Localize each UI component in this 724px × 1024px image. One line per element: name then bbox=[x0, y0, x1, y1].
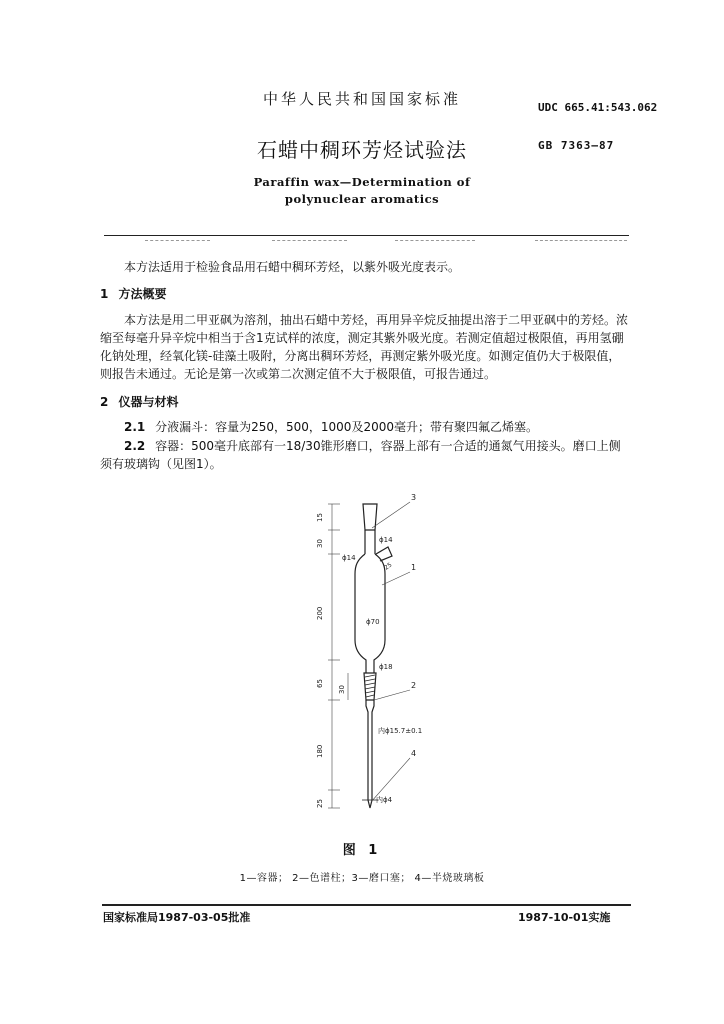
item-2-1-text: 分液漏斗：容量为250，500，1000及2000毫升；带有聚四氟乙烯塞。 bbox=[155, 420, 538, 434]
intro-paragraph: 本方法适用于检验食品用石蜡中稠环芳烃，以紫外吸光度表示。 bbox=[124, 260, 461, 274]
implementation-date: 1987-10-01实施 bbox=[518, 911, 611, 924]
section-2-heading bbox=[100, 393, 630, 411]
header-rule bbox=[104, 235, 629, 236]
figure-legend: 1—容器； 2—色谱柱；3—磨口塞； 4—半烧玻璃板 bbox=[239, 873, 485, 884]
dim-25-label: 25 bbox=[316, 799, 324, 808]
approval-date: 国家标准局1987-03-05批准 bbox=[103, 911, 251, 924]
column-tip-shape bbox=[368, 790, 372, 808]
ref-3-label: 3 bbox=[411, 493, 417, 502]
figure-1-drawing bbox=[300, 490, 440, 835]
gb-standard-code: GB 7363—87 bbox=[538, 139, 615, 152]
ref-4-label: 4 bbox=[411, 749, 417, 758]
column-shape bbox=[366, 700, 374, 790]
neck-shape bbox=[365, 530, 375, 554]
section-1-number: 1 bbox=[100, 287, 109, 301]
dim-30-label: 30 bbox=[316, 539, 324, 548]
item-2-2 bbox=[100, 437, 630, 473]
section-2-number: 2 bbox=[100, 395, 109, 409]
section-1-paragraph: 本方法是用二甲亚砜为溶剂，抽出石蜡中芳烃，再用异辛烷反抽提出溶于二甲亚砜中的芳烃。浓缩至每毫升异辛烷中相当于含1克试样的浓度，测定其紫外吸光度。若测定值超过极限值，再用氢硼化钠处理，经氧化镁-硅藻土吸附，分离出稠环芳烃，再测定紫外吸光度。如测定值仍大于极限值，则报告未通过。无论是第一次或第二次测定值不大于极限值，可报告通过。 bbox=[100, 313, 629, 381]
d18-label: ϕ18 bbox=[379, 663, 393, 671]
english-title-line-2: polynuclear aromatics bbox=[284, 192, 440, 206]
english-title-line-1: Paraffin wax—Determination of bbox=[253, 175, 471, 189]
tip-diameter-label: 内ϕ4 bbox=[376, 796, 393, 804]
ref-2-label: 2 bbox=[411, 681, 417, 690]
dim-15-label: 15 bbox=[316, 513, 324, 522]
slant-label: 25 bbox=[383, 561, 394, 572]
inner-diameter-label: 内ϕ15.7±0.1 bbox=[378, 727, 423, 735]
item-2-1 bbox=[100, 418, 630, 436]
d14-side-label: ϕ14 bbox=[342, 554, 356, 562]
item-2-1-number: 2.1 bbox=[124, 420, 146, 434]
document-title: 石蜡中稠环芳烃试验法 bbox=[257, 138, 467, 162]
header-dash-3 bbox=[395, 240, 475, 241]
container-body-shape bbox=[355, 554, 385, 673]
udc-code: UDC 665.41:543.062 bbox=[538, 101, 658, 114]
dim-30b-label: 30 bbox=[338, 685, 346, 694]
side-joint-shape bbox=[376, 547, 392, 561]
section-2-title: 仪器与材料 bbox=[118, 395, 179, 409]
d14-top-label: ϕ14 bbox=[379, 536, 393, 544]
header-dash-1 bbox=[145, 240, 210, 241]
d70-label: ϕ70 bbox=[366, 618, 380, 626]
item-2-2-number: 2.2 bbox=[124, 439, 146, 453]
section-1-heading bbox=[100, 285, 630, 303]
dim-65-label: 65 bbox=[316, 679, 324, 688]
item-2-2-text: 容器：500毫升底部有一18/30锥形磨口，容器上部有一合适的通氮气用接头。磨口上侧须有玻璃钩（见图1）。 bbox=[100, 439, 621, 471]
header-dash-4 bbox=[535, 240, 627, 241]
dim-180-label: 180 bbox=[316, 744, 324, 758]
section-1-title: 方法概要 bbox=[118, 287, 167, 301]
dim-200-label: 200 bbox=[316, 606, 324, 620]
figure-caption: 图 1 bbox=[342, 843, 382, 858]
ref-1-label: 1 bbox=[411, 563, 417, 572]
header-dash-2 bbox=[272, 240, 347, 241]
footer-rule bbox=[102, 904, 631, 906]
standard-title: 中华人民共和国国家标准 bbox=[262, 90, 461, 108]
